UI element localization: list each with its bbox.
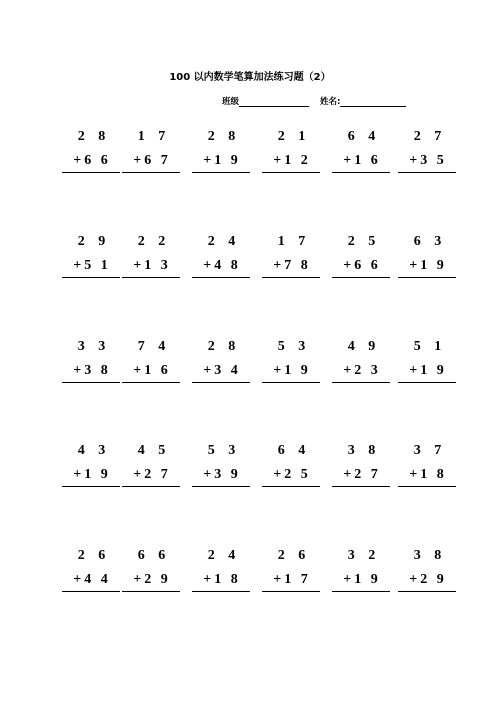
addition-problem	[332, 442, 392, 484]
addition-problem	[262, 338, 322, 380]
addend-top: 2 6	[277, 548, 311, 563]
page-title: 100 以内数学笔算加法练习题（2）	[169, 72, 331, 83]
addend-bottom: +1 9	[409, 258, 447, 273]
addend-bottom: +2 5	[273, 467, 311, 482]
addition-problem	[122, 442, 182, 484]
addition-problem	[398, 547, 458, 589]
addend-top: 2 4	[207, 234, 241, 249]
addend-bottom: +6 7	[133, 153, 171, 168]
addition-problem	[262, 442, 322, 484]
answer-line	[332, 486, 390, 487]
addend-top: 2 8	[207, 339, 241, 354]
addend-bottom: +1 6	[133, 363, 171, 378]
addend-bottom: +3 5	[409, 153, 447, 168]
addend-bottom: +1 9	[73, 467, 111, 482]
addition-problem	[192, 128, 252, 170]
addend-top: 2 8	[207, 129, 241, 144]
answer-line	[192, 382, 250, 383]
addend-top: 2 1	[277, 129, 311, 144]
addition-problem	[62, 547, 122, 589]
addend-top: 2 6	[77, 548, 111, 563]
answer-line	[192, 277, 250, 278]
addend-top: 2 7	[413, 129, 447, 144]
answer-line	[398, 277, 456, 278]
answer-line	[398, 172, 456, 173]
addend-top: 4 5	[137, 443, 171, 458]
addition-problem	[398, 128, 458, 170]
answer-line	[192, 486, 250, 487]
answer-line	[398, 486, 456, 487]
addend-bottom: +1 3	[133, 258, 171, 273]
addend-top: 3 2	[347, 548, 381, 563]
addend-bottom: +1 9	[273, 363, 311, 378]
addend-bottom: +1 2	[273, 153, 311, 168]
addition-problem	[62, 442, 122, 484]
addend-bottom: +5 1	[73, 258, 111, 273]
answer-line	[332, 382, 390, 383]
addition-problem	[62, 233, 122, 275]
addition-problem	[192, 338, 252, 380]
addend-top: 2 2	[137, 234, 171, 249]
answer-line	[122, 277, 180, 278]
answer-line	[262, 382, 320, 383]
addend-top: 4 3	[77, 443, 111, 458]
addend-top: 3 3	[77, 339, 111, 354]
addend-top: 3 7	[413, 443, 447, 458]
addend-top: 3 8	[413, 548, 447, 563]
addition-problem	[62, 338, 122, 380]
addition-problem	[398, 338, 458, 380]
answer-line	[262, 277, 320, 278]
addend-top: 6 6	[137, 548, 171, 563]
addend-bottom: +6 6	[343, 258, 381, 273]
addition-problem	[332, 547, 392, 589]
answer-line	[62, 486, 120, 487]
addend-bottom: +1 9	[203, 153, 241, 168]
answer-line	[122, 382, 180, 383]
addend-bottom: +1 9	[409, 363, 447, 378]
addition-problem	[192, 442, 252, 484]
addend-top: 7 4	[137, 339, 171, 354]
addend-bottom: +7 8	[273, 258, 311, 273]
addition-problem	[122, 547, 182, 589]
addition-problem	[262, 233, 322, 275]
addend-bottom: +4 8	[203, 258, 241, 273]
addition-problem	[62, 128, 122, 170]
addition-problem	[122, 338, 182, 380]
addend-top: 5 3	[277, 339, 311, 354]
answer-line	[122, 172, 180, 173]
addend-bottom: +1 8	[203, 572, 241, 587]
addition-problem	[122, 128, 182, 170]
addition-problem	[192, 233, 252, 275]
addend-top: 2 5	[347, 234, 381, 249]
addend-top: 6 3	[413, 234, 447, 249]
addend-bottom: +1 6	[343, 153, 381, 168]
addend-top: 6 4	[277, 443, 311, 458]
answer-line	[262, 172, 320, 173]
addend-top: 5 3	[207, 443, 241, 458]
addend-bottom: +2 7	[133, 467, 171, 482]
answer-line	[62, 382, 120, 383]
class-label: 班级	[222, 97, 240, 107]
addend-top: 5 1	[413, 339, 447, 354]
answer-line	[332, 591, 390, 592]
addend-bottom: +3 9	[203, 467, 241, 482]
addition-problem	[122, 233, 182, 275]
answer-line	[262, 591, 320, 592]
addend-top: 6 4	[347, 129, 381, 144]
addend-bottom: +2 3	[343, 363, 381, 378]
answer-line	[398, 382, 456, 383]
answer-line	[332, 172, 390, 173]
addend-bottom: +1 8	[409, 467, 447, 482]
answer-line	[262, 486, 320, 487]
addition-problem	[332, 338, 392, 380]
answer-line	[192, 591, 250, 592]
addend-top: 4 9	[347, 339, 381, 354]
addition-problem	[192, 547, 252, 589]
addend-top: 2 9	[77, 234, 111, 249]
addend-bottom: +2 9	[133, 572, 171, 587]
addend-top: 1 7	[277, 234, 311, 249]
answer-line	[192, 172, 250, 173]
addition-problem	[262, 547, 322, 589]
addition-problem	[398, 442, 458, 484]
addend-bottom: +1 9	[343, 572, 381, 587]
addend-bottom: +3 8	[73, 363, 111, 378]
answer-line	[122, 591, 180, 592]
answer-line	[332, 277, 390, 278]
addend-bottom: +2 7	[343, 467, 381, 482]
addition-problem	[398, 233, 458, 275]
addition-problem	[332, 128, 392, 170]
answer-line	[122, 486, 180, 487]
addend-bottom: +6 6	[73, 153, 111, 168]
answer-line	[398, 591, 456, 592]
addend-bottom: +1 7	[273, 572, 311, 587]
addend-top: 3 8	[347, 443, 381, 458]
addition-problem	[332, 233, 392, 275]
addend-bottom: +3 4	[203, 363, 241, 378]
addend-bottom: +2 9	[409, 572, 447, 587]
addend-top: 2 8	[77, 129, 111, 144]
answer-line	[62, 172, 120, 173]
name-label: 姓名:	[319, 97, 341, 107]
addend-top: 2 4	[207, 548, 241, 563]
addend-bottom: +4 4	[73, 572, 111, 587]
answer-line	[62, 277, 120, 278]
addend-top: 1 7	[137, 129, 171, 144]
addition-problem	[262, 128, 322, 170]
answer-line	[62, 591, 120, 592]
